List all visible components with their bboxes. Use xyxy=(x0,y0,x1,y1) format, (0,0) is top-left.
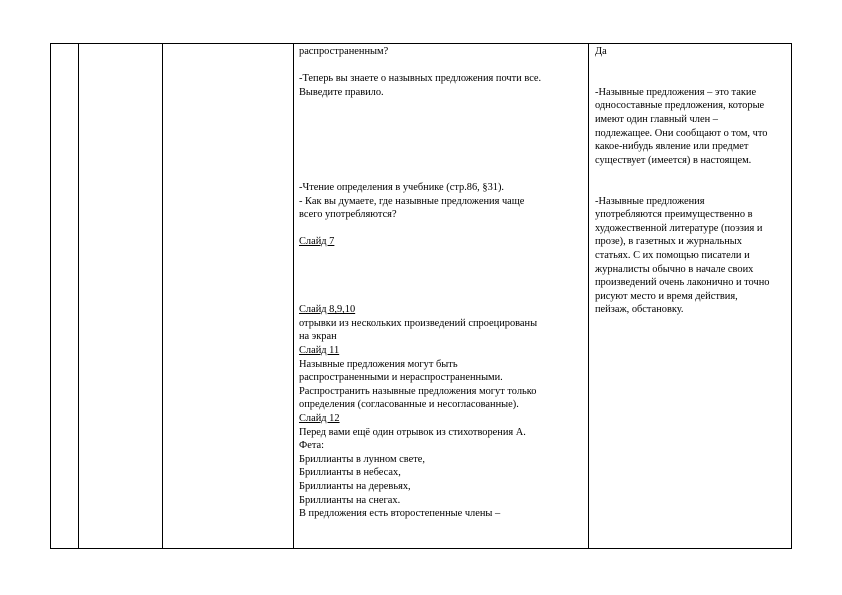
text-line: Фета: xyxy=(299,440,324,452)
slide-reference: Слайд 12 xyxy=(299,413,340,425)
text-line: распространенным? xyxy=(299,46,389,57)
text-line: всего употребляются? xyxy=(299,209,397,221)
text-line: отрывки из нескольких произведений спроецированы xyxy=(299,317,538,329)
text-line: -Назывные предложения xyxy=(595,195,705,207)
text-line: -Назывные предложения – это такие xyxy=(595,86,757,98)
slide-reference: Слайд 7 xyxy=(299,236,335,248)
stage-name-cell xyxy=(79,44,163,549)
text-line: употребляются преимущественно в xyxy=(595,209,753,221)
stage-number-cell xyxy=(51,44,79,549)
text-line: - Как вы думаете, где назывные предложения чаще xyxy=(299,195,525,207)
student-activity-cell xyxy=(589,44,792,549)
text-line: Да xyxy=(595,46,607,57)
text-line: -Теперь вы знаете о назывных предложения почти все. xyxy=(299,73,542,85)
stage-goal-cell xyxy=(163,44,294,549)
text-line: пейзаж, обстановку. xyxy=(595,304,684,316)
text-line: журналисты обычно в начале своих xyxy=(595,263,754,275)
poem-line: Бриллианты на деревьях, xyxy=(299,481,411,492)
text-line: рисуют место и время действия, xyxy=(595,290,738,302)
text-line: какое-нибудь явление или предмет xyxy=(595,141,749,153)
teacher-activity-cell xyxy=(294,44,589,549)
text-line: Выведите правило. xyxy=(299,86,384,98)
text-line: на экран xyxy=(299,331,337,343)
text-line: Назывные предложения могут быть xyxy=(299,358,458,370)
text-line: В предложения есть второстепенные члены – xyxy=(299,508,501,520)
slide-reference: Слайд 8,9,10 xyxy=(299,304,356,316)
poem-line: Бриллианты в лунном свете, xyxy=(299,453,425,465)
text-line: Перед вами ещё один отрывок из стихотворения А. xyxy=(299,426,526,438)
text-line: определения (согласованные и несогласованные). xyxy=(299,399,519,411)
text-line: статьях. С их помощью писатели и xyxy=(595,249,750,261)
slide-reference: Слайд 11 xyxy=(299,345,340,357)
lesson-plan-table xyxy=(50,43,792,549)
text-line: прозе), в газетных и журнальных xyxy=(595,236,742,248)
text-line: Распространить назывные предложения могут только xyxy=(299,385,537,397)
text-line: подлежащее. Они сообщают о том, что xyxy=(595,127,768,139)
text-line: распространенными и нераспространенными. xyxy=(299,372,503,384)
text-line: художественной литературе (поэзия и xyxy=(595,222,763,234)
text-line: -Чтение определения в учебнике (стр.86, §31). xyxy=(299,181,505,193)
poem-line: Бриллианты на снегах. xyxy=(299,494,401,506)
text-line: существует (имеется) в настоящем. xyxy=(595,154,752,166)
table-row xyxy=(51,44,792,549)
text-line: произведений очень лаконично и точно xyxy=(595,277,770,289)
text-line: односоставные предложения, которые xyxy=(595,100,765,112)
poem-line: Бриллианты в небесах, xyxy=(299,467,401,479)
text-line: имеют один главный член – xyxy=(595,113,718,125)
